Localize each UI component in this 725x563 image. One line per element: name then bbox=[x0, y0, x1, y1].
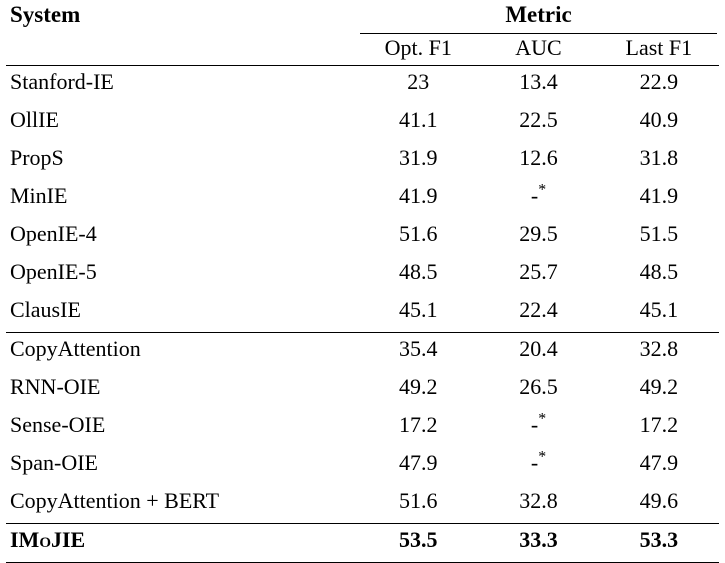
row-auc: 26.5 bbox=[519, 374, 558, 400]
row-last-f1: 45.1 bbox=[639, 297, 679, 323]
row-last-f1: 40.9 bbox=[639, 107, 679, 133]
header-system: System bbox=[10, 2, 81, 27]
table-row bbox=[6, 371, 719, 409]
row-last-f1: 53.3 bbox=[639, 527, 679, 553]
row-auc: 12.6 bbox=[519, 145, 558, 171]
subheader-opt-f1: Opt. F1 bbox=[384, 34, 452, 60]
table-row bbox=[6, 409, 719, 447]
header-metric bbox=[358, 0, 719, 32]
row-last-f1: 49.2 bbox=[639, 374, 679, 400]
row-opt-f1: 31.9 bbox=[398, 145, 438, 171]
row-last-f1: 22.9 bbox=[639, 69, 679, 95]
row-opt-f1: 47.9 bbox=[398, 450, 438, 476]
row-system: CopyAttention + BERT bbox=[10, 488, 220, 514]
row-system: OpenIE-4 bbox=[10, 221, 97, 247]
row-auc: 22.5 bbox=[519, 107, 558, 133]
table-row bbox=[6, 485, 719, 523]
row-opt-f1: 49.2 bbox=[398, 374, 438, 400]
row-auc: 32.8 bbox=[519, 488, 558, 514]
row-last-f1: 41.9 bbox=[639, 183, 679, 209]
table-row bbox=[6, 142, 719, 180]
table-header bbox=[6, 0, 719, 65]
row-last-f1: 17.2 bbox=[639, 412, 679, 438]
row-system: CopyAttention bbox=[10, 336, 141, 362]
group-neural-systems bbox=[6, 333, 719, 523]
row-opt-f1: 48.5 bbox=[398, 259, 438, 285]
row-auc: -* bbox=[530, 182, 547, 209]
row-auc: 13.4 bbox=[519, 69, 558, 95]
results-table bbox=[6, 0, 719, 563]
row-auc: 29.5 bbox=[519, 221, 558, 247]
header-metric-label: Metric bbox=[505, 2, 572, 27]
row-system: Span-OIE bbox=[10, 450, 98, 476]
table-row bbox=[6, 104, 719, 142]
row-system: PropS bbox=[10, 145, 64, 171]
group-traditional-systems bbox=[6, 66, 719, 332]
row-auc: 33.3 bbox=[519, 527, 558, 553]
row-last-f1: 51.5 bbox=[639, 221, 679, 247]
row-opt-f1: 35.4 bbox=[398, 336, 438, 362]
row-opt-f1: 45.1 bbox=[398, 297, 438, 323]
row-opt-f1: 17.2 bbox=[398, 412, 438, 438]
row-opt-f1: 41.1 bbox=[398, 107, 438, 133]
table-row bbox=[6, 218, 719, 256]
row-last-f1: 31.8 bbox=[639, 145, 679, 171]
row-system: IMoJIE bbox=[10, 527, 86, 553]
group-proposed-system bbox=[6, 524, 719, 562]
row-system: Sense-OIE bbox=[10, 412, 106, 438]
row-last-f1: 32.8 bbox=[639, 336, 679, 362]
subheader-last-f1: Last F1 bbox=[625, 34, 693, 60]
row-system: ClausIE bbox=[10, 297, 81, 323]
row-auc: 20.4 bbox=[519, 336, 558, 362]
table-row bbox=[6, 333, 719, 371]
header-row-main bbox=[6, 0, 719, 32]
row-last-f1: 48.5 bbox=[639, 259, 679, 285]
table-row bbox=[6, 294, 719, 332]
row-auc: -* bbox=[530, 449, 547, 476]
subheader-auc: AUC bbox=[515, 34, 562, 60]
row-system: Stanford-IE bbox=[10, 69, 114, 95]
row-last-f1: 47.9 bbox=[639, 450, 679, 476]
row-last-f1: 49.6 bbox=[639, 488, 679, 514]
table-row bbox=[6, 447, 719, 485]
row-auc: 22.4 bbox=[519, 297, 558, 323]
row-auc: 25.7 bbox=[519, 259, 558, 285]
row-opt-f1: 51.6 bbox=[398, 221, 438, 247]
subheader-blank bbox=[6, 34, 358, 66]
row-auc: -* bbox=[530, 411, 547, 438]
row-opt-f1: 53.5 bbox=[398, 527, 438, 553]
row-opt-f1: 41.9 bbox=[398, 183, 438, 209]
table-row bbox=[6, 256, 719, 294]
row-system: MinIE bbox=[10, 183, 68, 209]
row-opt-f1: 23 bbox=[407, 69, 430, 95]
table-row bbox=[6, 66, 719, 104]
table-row bbox=[6, 180, 719, 218]
row-system: RNN-OIE bbox=[10, 374, 101, 400]
row-opt-f1: 51.6 bbox=[398, 488, 438, 514]
row-system: OpenIE-5 bbox=[10, 259, 97, 285]
row-system: OllIE bbox=[10, 107, 59, 133]
table-row bbox=[6, 524, 719, 562]
header-row-sub bbox=[6, 34, 719, 66]
